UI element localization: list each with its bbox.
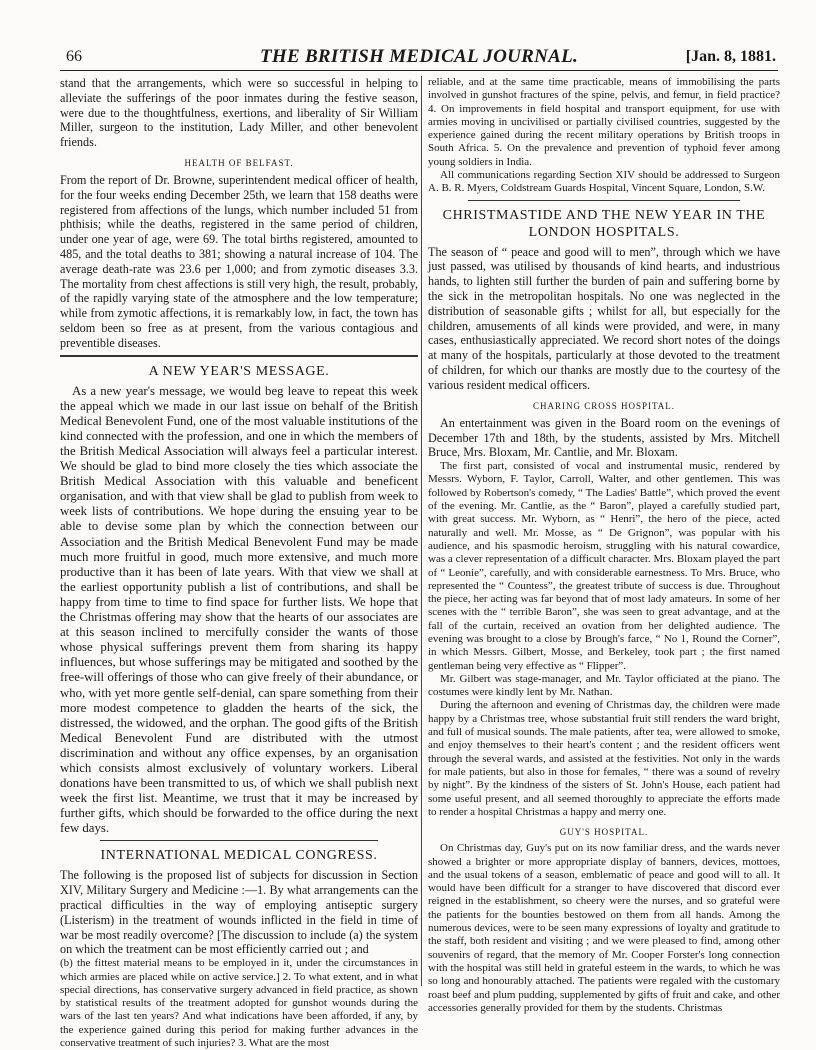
charing-paragraph-2: The first part, consisted of vocal and instrumental music, rendered by Messrs. Wyborn, F. Taylor, Carroll, Walter, and other gentlemen. This was followed by Robertson's comedy, “ The Ladies' Battle”, which proved the event of the evening. Mr. Cantlie, as the “ Baron”, played a carefully studied part, with great success. Mr. Wyborn, as “ Henri”, the hero of the piece, acted naturally and well. Mr. Mosse, as “ De Grignon”, was popular with his audience, and his spasmodic heroism, struggling with his natural cowardice, was a clever representation of a difficult character. Mrs. Bloxam played the part of “ Leonie”, carefully, and with considerable earnestness. To Mrs. Bruce, who represented the “ Countess”, the greatest tribute of success is due. Throughout the piece, her acting was far beyond that of most lady amateurs. In some of her scenes with the “ terrible Baron”, she was seen to great advantage, and at the fall of the curtain, received an ovation from her delighted audience. The evening was brought to a close by Brough's farce, “ No 1, Round the Corner”, in which Messrs. Gilbert, Mosse, and Berkeley, took part ; the first named gentleman being very effective as “ Flipper”.	[428, 460, 780, 672]
christmas-paragraph: The season of “ peace and good will to men”, through which we have just passed, was utilised by thousands of kind hearts, and industrious hands, to lighten still further the burden of pain and suffering borne by the sick in the metropolitan hospitals. No one was neglected in the distribution of seasonable gifts ; whilst for all, but especially for the children, amusements of all kinds were provided, and were, in many cases, enthusiastically appreciated. We record short notes of the doings at many of the hospitals, particularly at those devoted to the treatment of children, for which our thanks are mostly due to the courtesy of the various resident medical officers.	[428, 244, 780, 392]
issue-date: [Jan. 8, 1881.	[685, 48, 776, 65]
left-column	[60, 76, 418, 1050]
congress-heading: INTERNATIONAL MEDICAL CONGRESS.	[100, 848, 378, 864]
charing-paragraph: An entertainment was given in the Board room on the evenings of December 17th and 18th, by the students, assisted by Mrs. Mitchell Bruce, Mrs. Bloxam, Mr. Cantlie, and Mr. Bloxam.	[428, 415, 780, 460]
section-divider	[100, 840, 378, 841]
page-header	[60, 44, 778, 71]
section-divider	[60, 355, 418, 357]
column-divider	[421, 76, 422, 986]
congress-paragraph-1: The following is the proposed list of subjects for discussion in Section XIV, Military Surgery and Medicine :—1. By what arrangements can the practical difficulties in the way of employing antiseptic surgery (Listerism) in the treatment of wounds inflicted in the field in time of war be most readily overcome? [The discussion to include (a) the system on which the treatment can be most efficiently carried out ; and	[60, 868, 418, 957]
congress-address: All communications regarding Section XIV should be addressed to Surgeon A. B. R. Myers, Coldstream Guards Hospital, Vincent Square, London, S.W.	[428, 169, 780, 195]
page-number: 66	[66, 48, 82, 65]
guys-paragraph: On Christmas day, Guy's put on its now familiar dress, and the wards never showed a brighter or more appropriate display of banners, devices, mottoes, and the usual tokens of a season, emblematic of peace and good will to all. It would have been difficult for a stranger to have discovered that discord ever reigned in the establishment, so cheery were the nurses, and so grateful were the patients for the bounties bestowed on them from all hands. Among the numerous devices, were to be seen many expressions of loyalty and gratitude to the staff, both resident and visiting ; and we were pleased to find, among other souvenirs of regard, that the memory of Mr. Cooper Forster's long connection with the hospital was still held in grateful esteem in the wards, to which he was so long and honourably attached. The patients were regaled with the customary roast beef and plum pudding, supplemented by gifts of fruit and cake, and other accessories generally provided for them by the students. Christmas	[428, 842, 780, 1014]
belfast-heading: HEALTH OF BELFAST.	[184, 157, 294, 168]
message-heading: A NEW YEAR'S MESSAGE.	[148, 363, 330, 379]
message-paragraph: As a new year's message, we would beg leave to repeat this week the appeal which we made in our last issue on behalf of the British Medical Benevolent Fund, one of the most valuable institutions of the kind connected with the profession, and one in which the members of the British Medical Association will always feel a particular interest. We should be glad to bind more closely the ties which associate the British Medical Association with this valuable and beneficent organisation, and with that view shall be glad to publish from week to week lists of contributions. We hope during the ensuing year to be able to devise some plan by which the connection between our Association and the British Medical Benevolent Fund may be made much more fruitful in good, much more extensive, and much more productive than it has been of late years. With that view we shall at the earliest opportunity publish a list of contributions, and shall be happy from time to time to find space for further lists. We hope that the Christmas offering may show that the hearts of our associates are at this season inclined to mercifully consider the wants of those whose physical sufferings prevent them from sharing its happy influences, but whose sufferings may be mitigated and soothed by the free-will offerings of those who can give freely of their abundance, or who, with yet more gentle self-denial, can spare something from their more modest competence to gladden the hearts of the sick, the distressed, the widowed, and the orphan. The good gifts of the British Medical Benevolent Fund are distributed with the utmost discrimination and without any office expenses, by an organisation which consists almost exclusively of voluntary workers. Liberal donations have been transmitted to us, of which we shall publish next week the first list. Meantime, we trust that it may be increased by further gifts, which should be forwarded to the office during the next few days.	[60, 383, 418, 836]
charing-paragraph-3: Mr. Gilbert was stage-manager, and Mr. Taylor officiated at the piano. The costumes were kindly lent by Mr. Nathan.	[428, 672, 780, 699]
charing-heading: CHARING CROSS HOSPITAL.	[532, 400, 676, 411]
congress-paragraph-2: (b) the fittest material means to be employed in it, under the circumstances in which armies are placed while on active service.] 2. To what extent, and in what special directions, has conservative surgery advanced in field practice, as shown by statistical results of the treatment adopted for gunshot wounds during the wars of the last ten years? And what indications have been afforded, if any, by the experience gained during this period for making further advances in the conservative treatment of such injuries? 3. What are the most	[60, 957, 418, 1050]
right-column	[428, 76, 780, 1014]
section-divider	[468, 200, 740, 201]
guys-heading: GUY'S HOSPITAL.	[559, 827, 649, 838]
journal-title: THE BRITISH MEDICAL JOURNAL.	[259, 46, 579, 67]
congress-continued: reliable, and at the same time practicable, means of immobilising the parts involved in gunshot fractures of the spine, pelvis, and femur, in field practice? 4. On improvements in field hospital and transport equipment, for use with armies moving in uncivilised or partially civilised countries, suggested by the experience gained during the recent military operations by British troops in South Africa. 5. On the prevalence and prevention of typhoid fever among young soldiers in India.	[428, 76, 780, 168]
charing-paragraph-4: During the afternoon and evening of Christmas day, the children were made happy by a Christmas tree, whose substantial fruit still renders the ward bright, and full of musical sounds. The male patients, after tea, were allowed to smoke, and enjoy themselves to their heart's content ; and the resident officers went through the several wards, and assisted at the festivities. Not only in the wards for male patients, but also in those for females, “ there was a sound of revelry by night”. By the kindness of the sisters of St. John's House, each patient had some useful present, and all seemed thoroughly to appreciate the efforts made to render a hospital Christmas a happy and merry one.	[428, 699, 780, 818]
christmas-heading: CHRISTMASTIDE AND THE NEW YEAR IN THE LONDON HOSPITALS.	[442, 207, 766, 240]
intro-paragraph: stand that the arrangements, which were so successful in helping to alleviate the sufferings of the poor inmates during the festive season, were due to the thoughtfulness, exertions, and liberality of Sir William Miller, surgeon to the institution, Lady Miller, and other benevolent friends.	[60, 76, 418, 150]
belfast-paragraph: From the report of Dr. Browne, superintendent medical officer of health, for the four weeks ending December 25th, we learn that 158 deaths were registered from affections of the lungs, which number included 51 from phthisis; while the deaths, registered in the same period of children, under one year of age, were 69. The total births registered, amounted to 485, and the total deaths to 381; showing a natural increase of 104. The average death-rate was 23.6 per 1,000; and from zymotic diseases 3.3. The mortality from chest affections is still very high, the result, probably, of the rapidly varying state of the atmosphere and the low temperature; while from zymotic affections, it is remarkably low, in fact, the town has seldom been so free as at present, from the various contagious and preventible diseases.	[60, 173, 418, 350]
